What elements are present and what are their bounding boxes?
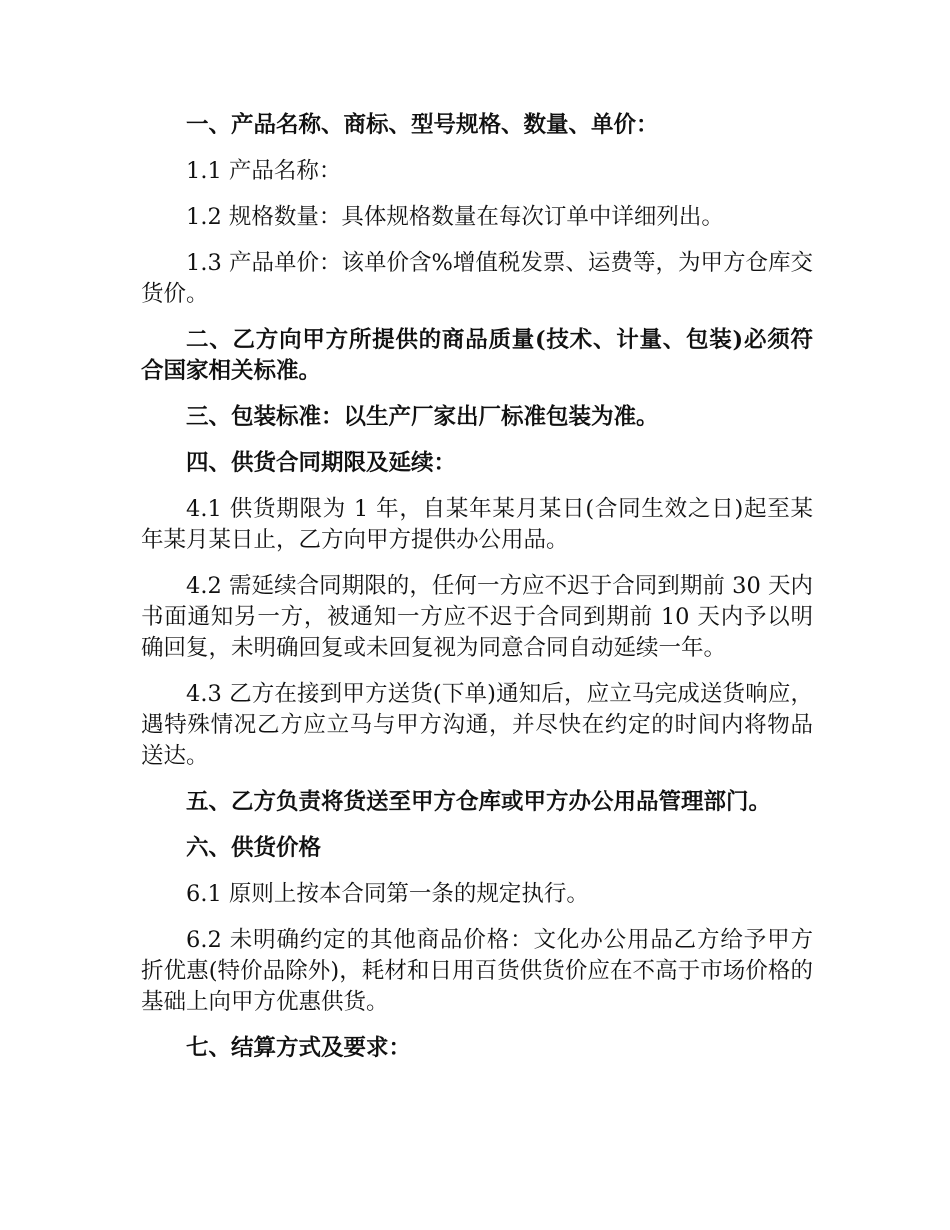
section-heading-7: 七、结算方式及要求： bbox=[186, 1035, 412, 1061]
section-heading-6: 六、供货价格 bbox=[186, 835, 322, 861]
section-heading-2: 二、乙方向甲方所提供的商品质量(技术、计量、包装)必须符合国家相关标准。 bbox=[141, 327, 813, 384]
clause-1-1: 1.1 产品名称： bbox=[186, 158, 342, 184]
clause-4-3: 4.3 乙方在接到甲方送货(下单)通知后，应立马完成送货响应，遇特殊情况乙方应立马与甲方沟通，并尽快在约定的时间内将物品送达。 bbox=[141, 681, 813, 769]
section-heading-1: 一、产品名称、商标、型号规格、数量、单价： bbox=[186, 112, 659, 138]
section-heading-4: 四、供货合同期限及延续： bbox=[186, 450, 457, 476]
clause-4-2: 4.2 需延续合同期限的，任何一方应不迟于合同到期前 30 天内书面通知另一方，被通知一方应不迟于合同到期前 10 天内予以明确回复，未明确回复或未回复视为同意合同自动延续一年。 bbox=[141, 573, 813, 661]
section-heading-5: 五、乙方负责将货送至甲方仓库或甲方办公用品管理部门。 bbox=[186, 789, 772, 815]
clause-1-2: 1.2 规格数量：具体规格数量在每次订单中详细列出。 bbox=[186, 204, 724, 230]
clause-1-3: 1.3 产品单价：该单价含%增值税发票、运费等，为甲方仓库交货价。 bbox=[141, 250, 813, 307]
clause-6-2: 6.2 未明确约定的其他商品价格：文化办公用品乙方给予甲方折优惠(特价品除外)，耗材和日用百货供货价应在不高于市场价格的基础上向甲方优惠供货。 bbox=[141, 927, 813, 1015]
clause-6-1: 6.1 原则上按本合同第一条的规定执行。 bbox=[186, 881, 589, 907]
section-heading-3: 三、包装标准：以生产厂家出厂标准包装为准。 bbox=[186, 404, 659, 430]
clause-4-1: 4.1 供货期限为 1 年，自某年某月某日(合同生效之日)起至某年某月某日止，乙方向甲方提供办公用品。 bbox=[141, 496, 813, 553]
document-body bbox=[141, 110, 813, 1079]
